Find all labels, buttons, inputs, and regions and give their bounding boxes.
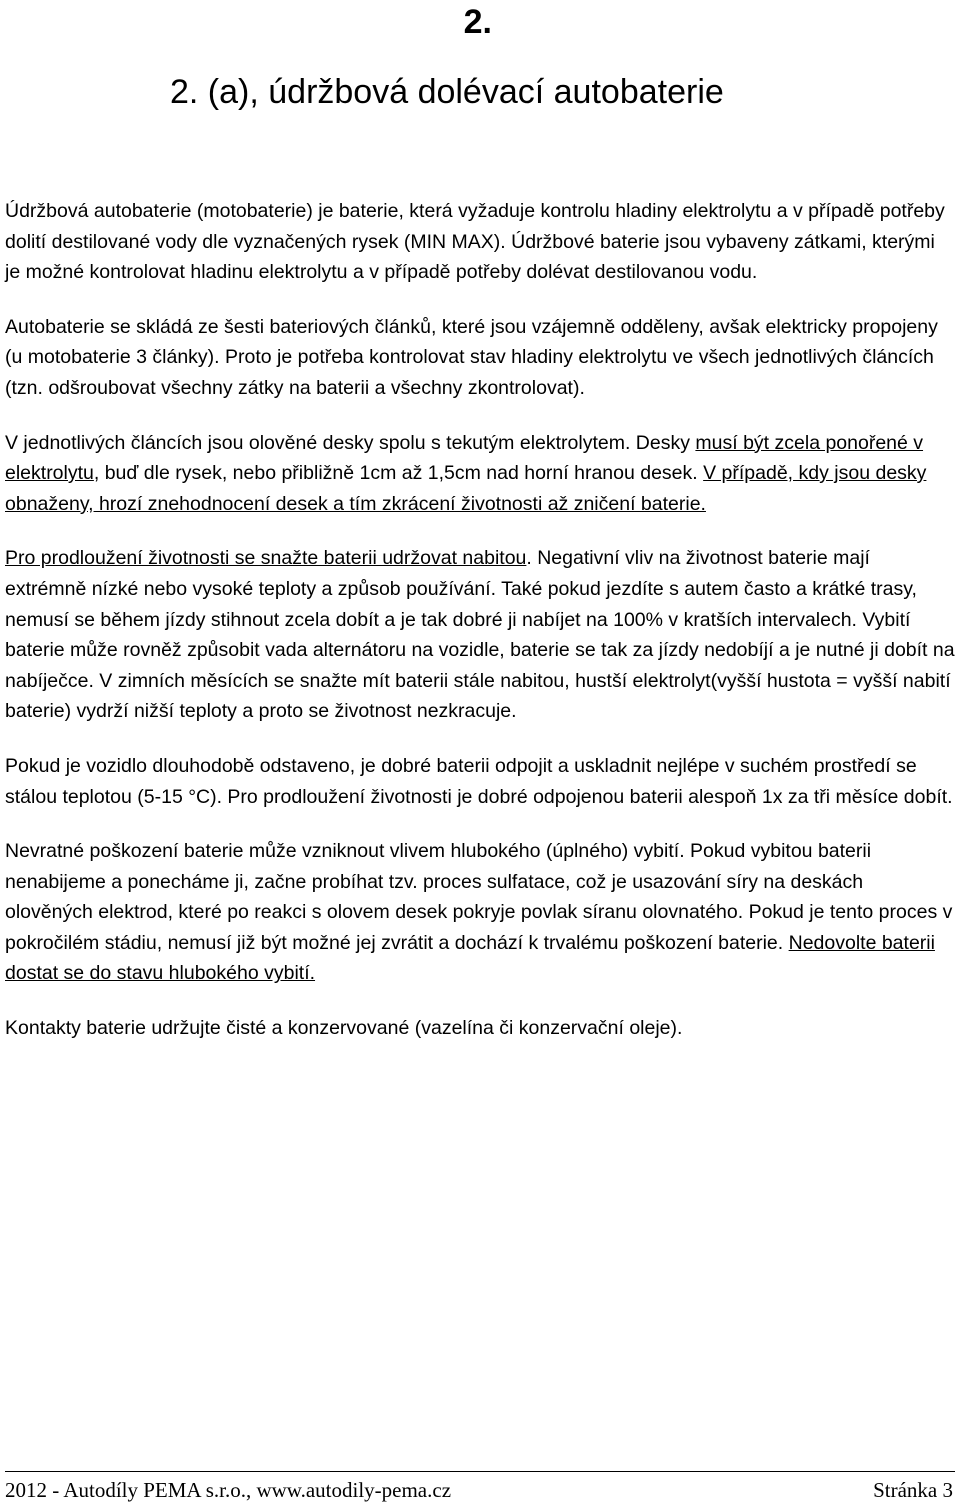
footer-page-number: Stránka 3 xyxy=(873,1478,953,1502)
paragraph-plates xyxy=(5,428,955,520)
text-run: V jednotlivých článcích jsou olověné desky spolu s tekutým elektrolytem. Desky xyxy=(5,431,696,454)
paragraph-sulfation xyxy=(5,836,955,989)
text-run: Nevratné poškození baterie může vzniknout vlivem hlubokého (úplného) vybití. Pokud vybitou baterii nenabijeme a ponecháme ji, začne probíhat tzv. proces sulfatace, což je usazování síry na deskách olověných elektrod, které po reakci s olovem desek pokryje povlak síranu olovnatého. Pokud je tento proces v pokročilém stádiu, nemusí již být možné jej zvrátit a dochází k trvalému poškození baterie. xyxy=(5,840,953,954)
underlined-text: musí být zcela ponořené v elektrolytu xyxy=(5,431,924,485)
document-body xyxy=(5,196,955,1044)
footer-company: 2012 - Autodíly PEMA s.r.o., www.autodily-pema.cz xyxy=(5,1478,452,1502)
underlined-text: Pro prodloužení životnosti se snažte baterii udržovat nabitou xyxy=(5,547,527,570)
text-run: . Negativní vliv na životnost baterie mají extrémně nízké nebo vysoké teploty a způsob používání. Také pokud jezdíte s autem často a krátké trasy, nemusí se během jízdy stihnout zcela dobít a je tak dobré ji nabíjet na 100% v kratších intervalech. Vybití baterie může rovněž způsobit vada alternátoru na vozidle, baterie se tak za jízdy nedobíjí a je nutné ji dobít na nabíječce. V zimních měsících se snažte mít baterii stále nabitou, hustší elektrolyt(vyšší hustota = vyšší nabití baterie) vydrží nižší teploty a proto se životnost nezkracuje. xyxy=(5,547,955,723)
underlined-warning: V případě, kdy jsou desky obnaženy, hrozí znehodnocení desek a tím zkrácení životnosti až zničení baterie. xyxy=(5,462,927,515)
page-title: 2. (a), údržbová dolévací autobaterie xyxy=(170,73,724,111)
footer-divider xyxy=(5,1471,955,1472)
section-number: 2. xyxy=(463,3,492,41)
paragraph-lifetime xyxy=(5,543,955,727)
paragraph-cells: Autobaterie se skládá ze šesti bateriových článků, které jsou vzájemně odděleny, avšak elektricky propojeny (u motobaterie 3 články). Proto je potřeba kontrolovat stav hladiny elektrolytu ve všech jednotlivých článcích (tzn. odšroubovat všechny zátky na baterii a všechny zkontrolovat). xyxy=(5,315,938,399)
paragraph-intro: Údržbová autobaterie (motobaterie) je baterie, která vyžaduje kontrolu hladiny elektrolytu a v případě potřeby dolití destilované vody dle vyznačených rysek (MIN MAX). Údržbové baterie jsou vybaveny zátkami, kterými je možné kontrolovat hladinu elektrolytu a v případě potřeby dolévat destilovanou vodu. xyxy=(5,200,945,284)
text-run: , buď dle rysek, nebo přibližně 1cm až 1,5cm nad horní hranou desek. xyxy=(93,462,704,485)
paragraph-storage: Pokud je vozidlo dlouhodobě odstaveno, je dobré baterii odpojit a uskladnit nejlépe v suchém prostředí se stálou teplotou (5-15 °C). Pro prodloužení životnosti je dobré odpojenou baterii alespoň 1x za tři měsíce dobít. xyxy=(5,754,953,808)
underlined-warning: Nedovolte baterii dostat se do stavu hlubokého vybití. xyxy=(5,931,935,985)
paragraph-contacts: Kontakty baterie udržujte čisté a konzervované (vazelína či konzervační oleje). xyxy=(5,1017,683,1040)
